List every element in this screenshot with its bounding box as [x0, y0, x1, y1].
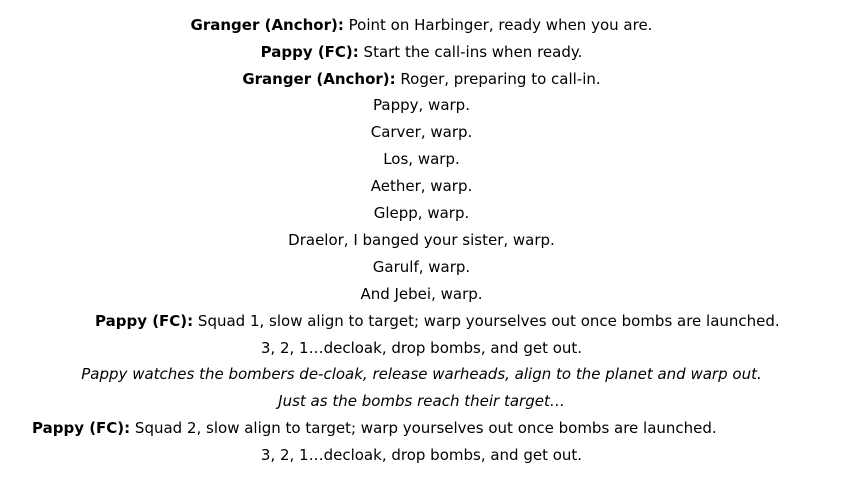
countdown-line	[0, 442, 843, 469]
call-in-line	[0, 254, 843, 281]
dialogue-text: Squad 2, slow align to target; warp yourselves out once bombs are launched.	[130, 419, 717, 437]
speaker-name: Granger (Anchor):	[190, 16, 344, 34]
dialogue-line	[0, 12, 843, 39]
narration-text: Pappy watches the bombers de-cloak, release warheads, align to the planet and warp out.	[81, 365, 762, 383]
dialogue-text: And Jebei, warp.	[360, 285, 483, 303]
countdown-line	[0, 335, 843, 362]
dialogue-text: Start the call-ins when ready.	[358, 43, 583, 61]
dialogue-text: 3, 2, 1…decloak, drop bombs, and get out.	[260, 446, 583, 464]
call-in-line	[0, 227, 843, 254]
narration-line	[0, 361, 843, 388]
dialogue-text: 3, 2, 1…decloak, drop bombs, and get out.	[260, 339, 583, 357]
call-in-line	[0, 119, 843, 146]
call-in-line	[0, 146, 843, 173]
dialogue-text: Aether, warp.	[370, 177, 473, 195]
dialogue-text: Squad 1, slow align to target; warp yourselves out once bombs are launched.	[193, 312, 780, 330]
dialogue-line	[32, 415, 717, 442]
narration-text: Just as the bombs reach their target…	[278, 392, 565, 410]
speaker-name: Granger (Anchor):	[242, 70, 396, 88]
call-in-line	[0, 173, 843, 200]
speaker-name: Pappy (FC):	[95, 312, 194, 330]
call-in-line	[0, 281, 843, 308]
dialogue-text: Point on Harbinger, ready when you are.	[343, 16, 653, 34]
dialogue-text: Los, warp.	[383, 150, 460, 168]
dialogue-text: Carver, warp.	[370, 123, 473, 141]
dialogue-line	[95, 308, 780, 335]
speaker-name: Pappy (FC):	[32, 419, 131, 437]
call-in-line	[0, 92, 843, 119]
dialogue-text: Draelor, I banged your sister, warp.	[288, 231, 555, 249]
dialogue-text: Garulf, warp.	[372, 258, 471, 276]
speaker-name: Pappy (FC):	[260, 43, 359, 61]
dialogue-text: Glepp, warp.	[373, 204, 470, 222]
dialogue-line	[0, 66, 843, 93]
dialogue-text: Roger, preparing to call-in.	[395, 70, 601, 88]
dialogue-text: Pappy, warp.	[373, 96, 470, 114]
call-in-line	[0, 200, 843, 227]
dialogue-line	[0, 39, 843, 66]
narration-line	[0, 388, 843, 415]
